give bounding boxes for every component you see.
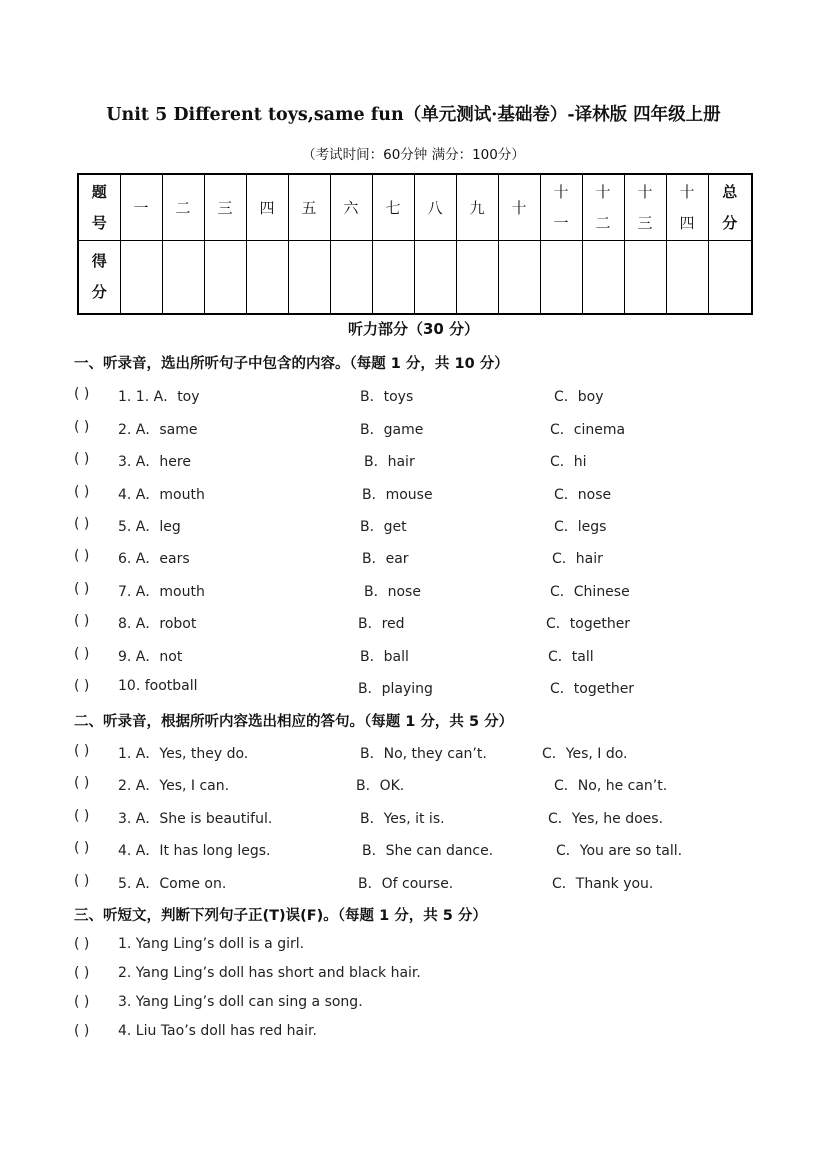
score-cell[interactable] — [162, 241, 204, 314]
score-cell[interactable] — [624, 241, 666, 314]
answer-blank[interactable]: ( ) — [74, 873, 90, 889]
score-col-12: 十 二 — [582, 174, 624, 241]
score-cell[interactable] — [204, 241, 246, 314]
score-col-2: 二 — [162, 174, 204, 241]
score-table-header-row — [78, 174, 752, 241]
score-cell[interactable] — [372, 241, 414, 314]
score-col-4: 四 — [246, 174, 288, 241]
exam-info: （考试时间：60分钟 满分：100分） — [302, 147, 525, 163]
score-cell[interactable] — [498, 241, 540, 314]
answer-blank[interactable]: ( ) — [74, 743, 90, 759]
score-cell[interactable] — [288, 241, 330, 314]
score-cell[interactable] — [582, 241, 624, 314]
score-col-6: 六 — [330, 174, 372, 241]
score-table-score-label: 得 分 — [78, 241, 120, 314]
section2-heading: 二、听录音，根据所听内容选出相应的答句。（每题 1 分，共 5 分） — [74, 714, 514, 730]
score-cell[interactable] — [414, 241, 456, 314]
score-col-11: 十 一 — [540, 174, 582, 241]
score-cell[interactable] — [330, 241, 372, 314]
score-col-9: 九 — [456, 174, 498, 241]
score-cell[interactable] — [120, 241, 162, 314]
score-col-1: 一 — [120, 174, 162, 241]
score-col-7: 七 — [372, 174, 414, 241]
score-table-header-label: 题 号 — [78, 174, 120, 241]
page-title: Unit 5 Different toys,same fun（单元测试·基础卷）-译林版 四年级上册 — [106, 105, 721, 125]
score-col-3: 三 — [204, 174, 246, 241]
answer-blank[interactable]: ( ) — [74, 451, 90, 467]
score-col-14: 十 四 — [666, 174, 708, 241]
answer-blank[interactable]: ( ) — [74, 808, 90, 824]
answer-blank[interactable]: ( ) — [74, 613, 90, 629]
score-table — [77, 173, 753, 315]
answer-blank[interactable]: ( ) — [74, 965, 90, 981]
answer-blank[interactable]: ( ) — [74, 994, 90, 1010]
score-table-score-row — [78, 241, 752, 314]
score-cell-total[interactable] — [708, 241, 752, 314]
section1-heading: 一、听录音，选出所听句子中包含的内容。（每题 1 分，共 10 分） — [74, 356, 509, 372]
score-cell[interactable] — [666, 241, 708, 314]
answer-blank[interactable]: ( ) — [74, 548, 90, 564]
answer-blank[interactable]: ( ) — [74, 484, 90, 500]
score-col-8: 八 — [414, 174, 456, 241]
listening-heading: 听力部分（30 分） — [347, 320, 480, 338]
score-col-13: 十 三 — [624, 174, 666, 241]
answer-blank[interactable]: ( ) — [74, 936, 90, 952]
answer-blank[interactable]: ( ) — [74, 840, 90, 856]
answer-blank[interactable]: ( ) — [74, 516, 90, 532]
score-col-10: 十 — [498, 174, 540, 241]
answer-blank[interactable]: ( ) — [74, 678, 90, 694]
score-col-5: 五 — [288, 174, 330, 241]
answer-blank[interactable]: ( ) — [74, 581, 90, 597]
answer-blank[interactable]: ( ) — [74, 386, 90, 402]
score-cell[interactable] — [540, 241, 582, 314]
score-cell[interactable] — [456, 241, 498, 314]
answer-blank[interactable]: ( ) — [74, 646, 90, 662]
section3-heading: 三、听短文，判断下列句子正(T)误(F)。（每题 1 分，共 5 分） — [74, 908, 487, 924]
score-cell[interactable] — [246, 241, 288, 314]
answer-blank[interactable]: ( ) — [74, 1023, 90, 1039]
answer-blank[interactable]: ( ) — [74, 419, 90, 435]
answer-blank[interactable]: ( ) — [74, 775, 90, 791]
score-col-total: 总 分 — [708, 174, 752, 241]
